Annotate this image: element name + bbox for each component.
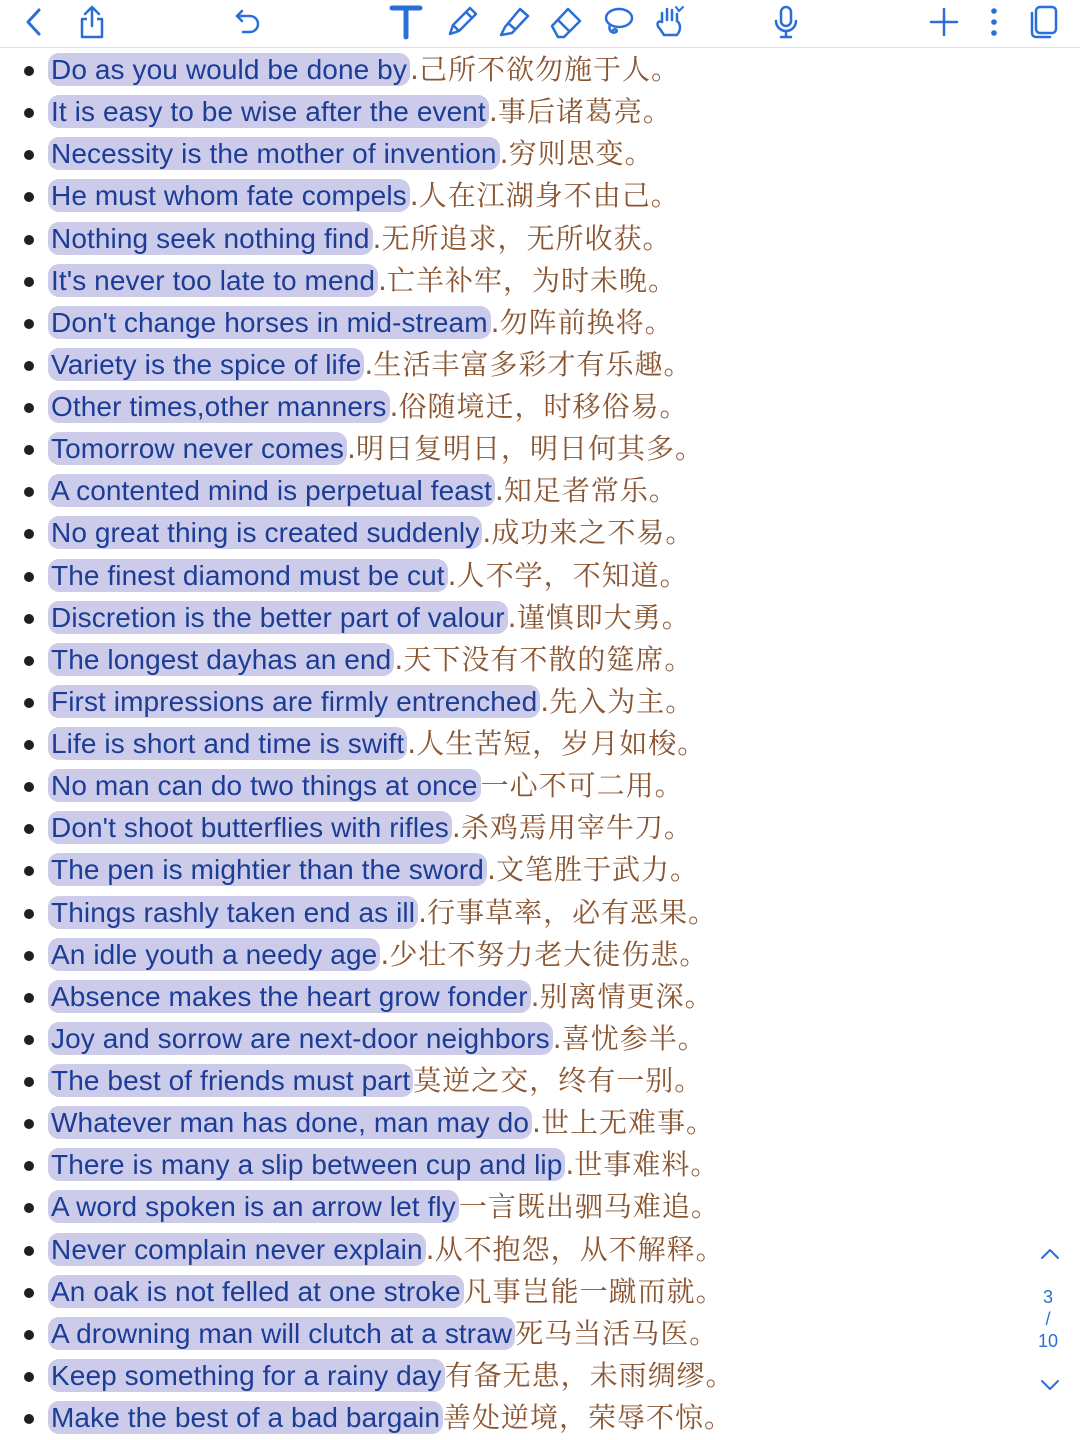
separator-period: . [409,53,419,86]
chinese-translation: 穷则思变。 [508,137,654,171]
separator-period: . [499,137,509,171]
english-proverb: No man can do two things at once [48,769,481,802]
english-proverb: An idle youth a needy age [48,938,380,971]
chinese-translation: 行事草率，必有恶果。 [427,895,718,929]
top-toolbar [0,0,1080,48]
list-item [0,1397,1020,1439]
bullet-icon [24,319,34,329]
bullet-icon [24,572,34,582]
list-item [0,218,1020,260]
chinese-translation: 人不学，不知道。 [456,558,689,592]
separator-period: . [447,558,457,592]
list-item [0,1186,1020,1228]
bullet-icon [24,445,34,455]
bullet-icon [24,909,34,919]
english-proverb: Things rashly taken end as ill [48,896,418,929]
separator-period: . [494,474,504,508]
chevron-down-icon [1040,1379,1060,1391]
bullet-icon [24,1246,34,1256]
proverb-line [48,1313,718,1355]
list-item [0,91,1020,133]
pages-icon[interactable] [1022,0,1066,44]
proverb-line [48,892,717,934]
chinese-translation: 杀鸡焉用宰牛刀。 [460,811,693,845]
highlighter-icon[interactable] [492,0,536,44]
proverb-line [48,512,694,554]
proverb-line [48,49,680,91]
list-item [0,1102,1020,1144]
proverb-line [48,1229,725,1271]
english-proverb: A contented mind is perpetual feast [48,474,495,507]
bullet-icon [24,1035,34,1045]
english-proverb: Make the best of a bad bargain [48,1401,443,1434]
list-item [0,1229,1020,1271]
english-proverb: Discretion is the better part of valour [48,601,508,634]
list-item [0,302,1020,344]
chinese-translation: 谨慎即大勇。 [516,600,691,634]
separator-period: . [482,516,492,550]
separator-period: . [380,937,390,971]
list-item [0,934,1020,976]
bullet-icon [24,782,34,792]
separator-period: . [389,390,399,423]
lasso-icon[interactable] [596,0,640,44]
bullet-icon [24,866,34,876]
eraser-icon[interactable] [544,0,588,44]
english-proverb: First impressions are firmly entrenched [48,685,540,718]
bullet-icon [24,192,34,202]
english-proverb: Life is short and time is swift [48,727,407,760]
list-item [0,175,1020,217]
chinese-translation: 知足者常乐。 [503,474,678,508]
undo-icon[interactable] [226,0,270,44]
proverb-line [48,344,692,386]
separator-period: . [378,263,388,297]
separator-period: . [532,1106,542,1140]
proverb-line [48,1102,715,1144]
page-up-button[interactable] [1030,1236,1070,1272]
list-item [0,976,1020,1018]
separator-period: . [507,600,517,634]
english-proverb: It is easy to be wise after the event [48,95,489,128]
bullet-icon [24,529,34,539]
english-proverb: Tomorrow never comes [48,432,347,465]
list-item [0,1355,1020,1397]
english-proverb: An oak is not felled at one stroke [48,1275,464,1308]
proverb-line [48,1018,707,1060]
proverb-line [48,1271,725,1313]
list-item [0,470,1020,512]
bullet-icon [24,277,34,287]
english-proverb: The longest dayhas an end [48,643,394,676]
english-proverb: No great thing is created suddenly [48,516,482,549]
chinese-translation: 凡事岂能一蹴而就。 [463,1274,725,1308]
chinese-translation: 世事难料。 [574,1148,720,1182]
list-item [0,1060,1020,1102]
proverb-line [48,555,689,597]
bullet-icon [24,993,34,1003]
proverb-line [48,597,691,639]
separator-period: . [565,1148,575,1182]
hand-icon[interactable] [648,0,692,44]
english-proverb: A drowning man will clutch at a straw [48,1317,515,1350]
chinese-translation: 文笔胜于武力。 [495,853,699,887]
list-item [0,1271,1020,1313]
english-proverb: The pen is mightier than the sword [48,853,487,886]
bullet-icon [24,66,34,76]
bullet-icon [24,1414,34,1424]
chevron-up-icon [1040,1248,1060,1260]
english-proverb: Other times,other manners [48,390,390,423]
more-icon[interactable] [972,0,1016,44]
english-proverb: Joy and sorrow are next-door neighbors [48,1022,553,1055]
english-proverb: The finest diamond must be cut [48,559,448,592]
list-item [0,597,1020,639]
proverb-line [48,218,672,260]
bullet-icon [24,1077,34,1087]
list-item [0,1144,1020,1186]
microphone-icon[interactable] [764,0,808,44]
chevron-left-icon[interactable] [12,0,56,44]
separator-period: . [425,1232,435,1266]
english-proverb: There is many a slip between cup and lip [48,1148,565,1181]
chinese-translation: 事后诸葛亮。 [497,95,672,129]
chinese-translation: 从不抱怨，从不解释。 [434,1232,725,1266]
proverb-line [48,386,689,428]
bullet-icon [24,361,34,371]
separator-period: . [486,853,496,887]
proverb-line [48,133,654,175]
list-item [0,1018,1020,1060]
chinese-translation: 成功来之不易。 [491,516,695,550]
bullet-icon [24,656,34,666]
proverb-line [48,934,708,976]
separator-period: . [407,727,417,760]
chinese-translation: 人在江湖身不由己。 [418,179,680,213]
chinese-translation: 一心不可二用。 [480,769,684,803]
proverb-line [48,849,699,891]
chinese-translation: 天下没有不散的筵席。 [403,642,694,676]
list-item [0,892,1020,934]
list-item [0,681,1020,723]
separator-period: . [409,179,419,213]
proverb-line [48,302,674,344]
current-page-number: 3 [1042,1287,1053,1307]
bullet-icon [24,487,34,497]
bullet-icon [24,150,34,160]
proverb-line [48,681,694,723]
list-item [0,133,1020,175]
separator-period: . [418,895,428,929]
chinese-translation: 别离情更深。 [539,979,714,1013]
english-proverb: Don't shoot butterflies with rifles [48,811,452,844]
bullet-icon [24,1203,34,1213]
chinese-translation: 明日复明日，明日何其多。 [356,432,705,466]
page-navigator [1016,1230,1080,1410]
bullet-icon [24,614,34,624]
list-item [0,639,1020,681]
chinese-translation: 喜忧参半。 [561,1021,707,1055]
list-item [0,260,1020,302]
bullet-icon [24,1119,34,1129]
proverb-line [48,639,693,681]
proverb-line [48,91,672,133]
chinese-translation: 人生苦短，岁月如梭。 [416,727,707,760]
separator-period: . [530,979,540,1013]
separator-period: . [490,305,500,339]
bullet-icon [24,698,34,708]
bullet-icon [24,403,34,413]
english-proverb: Nothing seek nothing find [48,222,373,255]
chinese-translation: 善处逆境，荣辱不惊。 [443,1401,734,1434]
proverb-line [48,260,677,302]
add-icon[interactable] [922,0,966,44]
proverb-line [48,1144,719,1186]
proverb-line [48,807,693,849]
english-proverb: A word spoken is an arrow let fly [48,1190,459,1223]
bullet-icon [24,1372,34,1382]
chinese-translation: 俗随境迁，时移俗易。 [398,390,689,423]
proverb-line [48,175,680,217]
proverb-line [48,1355,735,1397]
list-item [0,765,1020,807]
proverb-line [48,976,714,1018]
proverb-line [48,470,678,512]
chinese-translation: 勿阵前换将。 [499,305,674,339]
separator-period: . [372,221,382,255]
bullet-icon [24,1288,34,1298]
bullet-icon [24,235,34,245]
total-pages-number: 10 [1037,1331,1059,1351]
english-proverb: Necessity is the mother of invention [48,137,500,170]
english-proverb: He must whom fate compels [48,179,410,212]
bullet-icon [24,1330,34,1340]
separator-period: . [364,347,374,381]
chinese-translation: 先入为主。 [549,684,695,718]
list-item [0,49,1020,91]
bullet-icon [24,108,34,118]
note-canvas[interactable] [0,48,1020,1440]
page-separator: / [1045,1309,1051,1329]
list-item [0,512,1020,554]
list-item [0,849,1020,891]
english-proverb: It's never too late to mend [48,264,378,297]
bullet-icon [24,951,34,961]
proverb-line [48,1397,733,1439]
list-item [0,344,1020,386]
list-item [0,428,1020,470]
chinese-translation: 无所追求，无所收获。 [381,221,672,255]
bullet-icon [24,1161,34,1171]
page-down-button[interactable] [1030,1367,1070,1403]
list-item [0,1313,1020,1355]
english-proverb: Variety is the spice of life [48,348,364,381]
separator-period: . [451,811,461,845]
english-proverb: Don't change horses in mid-stream [48,306,491,339]
separator-period: . [394,642,404,676]
separator-period: . [552,1021,562,1055]
english-proverb: The best of friends must part [48,1064,413,1097]
chinese-translation: 有备无患，未雨绸缪。 [444,1358,735,1392]
separator-period: . [488,95,498,129]
proverb-line [48,723,706,765]
chinese-translation: 亡羊补牢，为时未晚。 [387,263,678,297]
english-proverb: Do as you would be done by [48,53,410,86]
list-item [0,723,1020,765]
bullet-icon [24,824,34,834]
share-icon[interactable] [70,0,114,44]
pen-icon[interactable] [440,0,484,44]
separator-period: . [346,432,356,466]
chinese-translation: 死马当活马医。 [515,1316,719,1350]
proverb-line [48,1186,720,1228]
english-proverb: Never complain never explain [48,1233,426,1266]
list-item [0,386,1020,428]
chinese-translation: 世上无难事。 [541,1106,716,1140]
english-proverb: Keep something for a rainy day [48,1359,445,1392]
english-proverb: Absence makes the heart grow fonder [48,980,531,1013]
proverb-line [48,1060,703,1102]
proverb-list [0,49,1020,1439]
text-tool-icon[interactable] [384,0,428,44]
chinese-translation: 一言既出驷马难追。 [458,1190,720,1224]
chinese-translation: 少壮不努力老大徒伤悲。 [389,937,709,971]
chinese-translation: 生活丰富多彩才有乐趣。 [373,347,693,381]
bullet-icon [24,740,34,750]
list-item [0,555,1020,597]
separator-period: . [540,684,550,718]
english-proverb: Whatever man has done, man may do [48,1106,532,1139]
proverb-line [48,765,684,807]
chinese-translation: 莫逆之交，终有一别。 [413,1064,704,1097]
list-item [0,807,1020,849]
proverb-line [48,428,704,470]
chinese-translation: 己所不欲勿施于人。 [418,53,680,86]
